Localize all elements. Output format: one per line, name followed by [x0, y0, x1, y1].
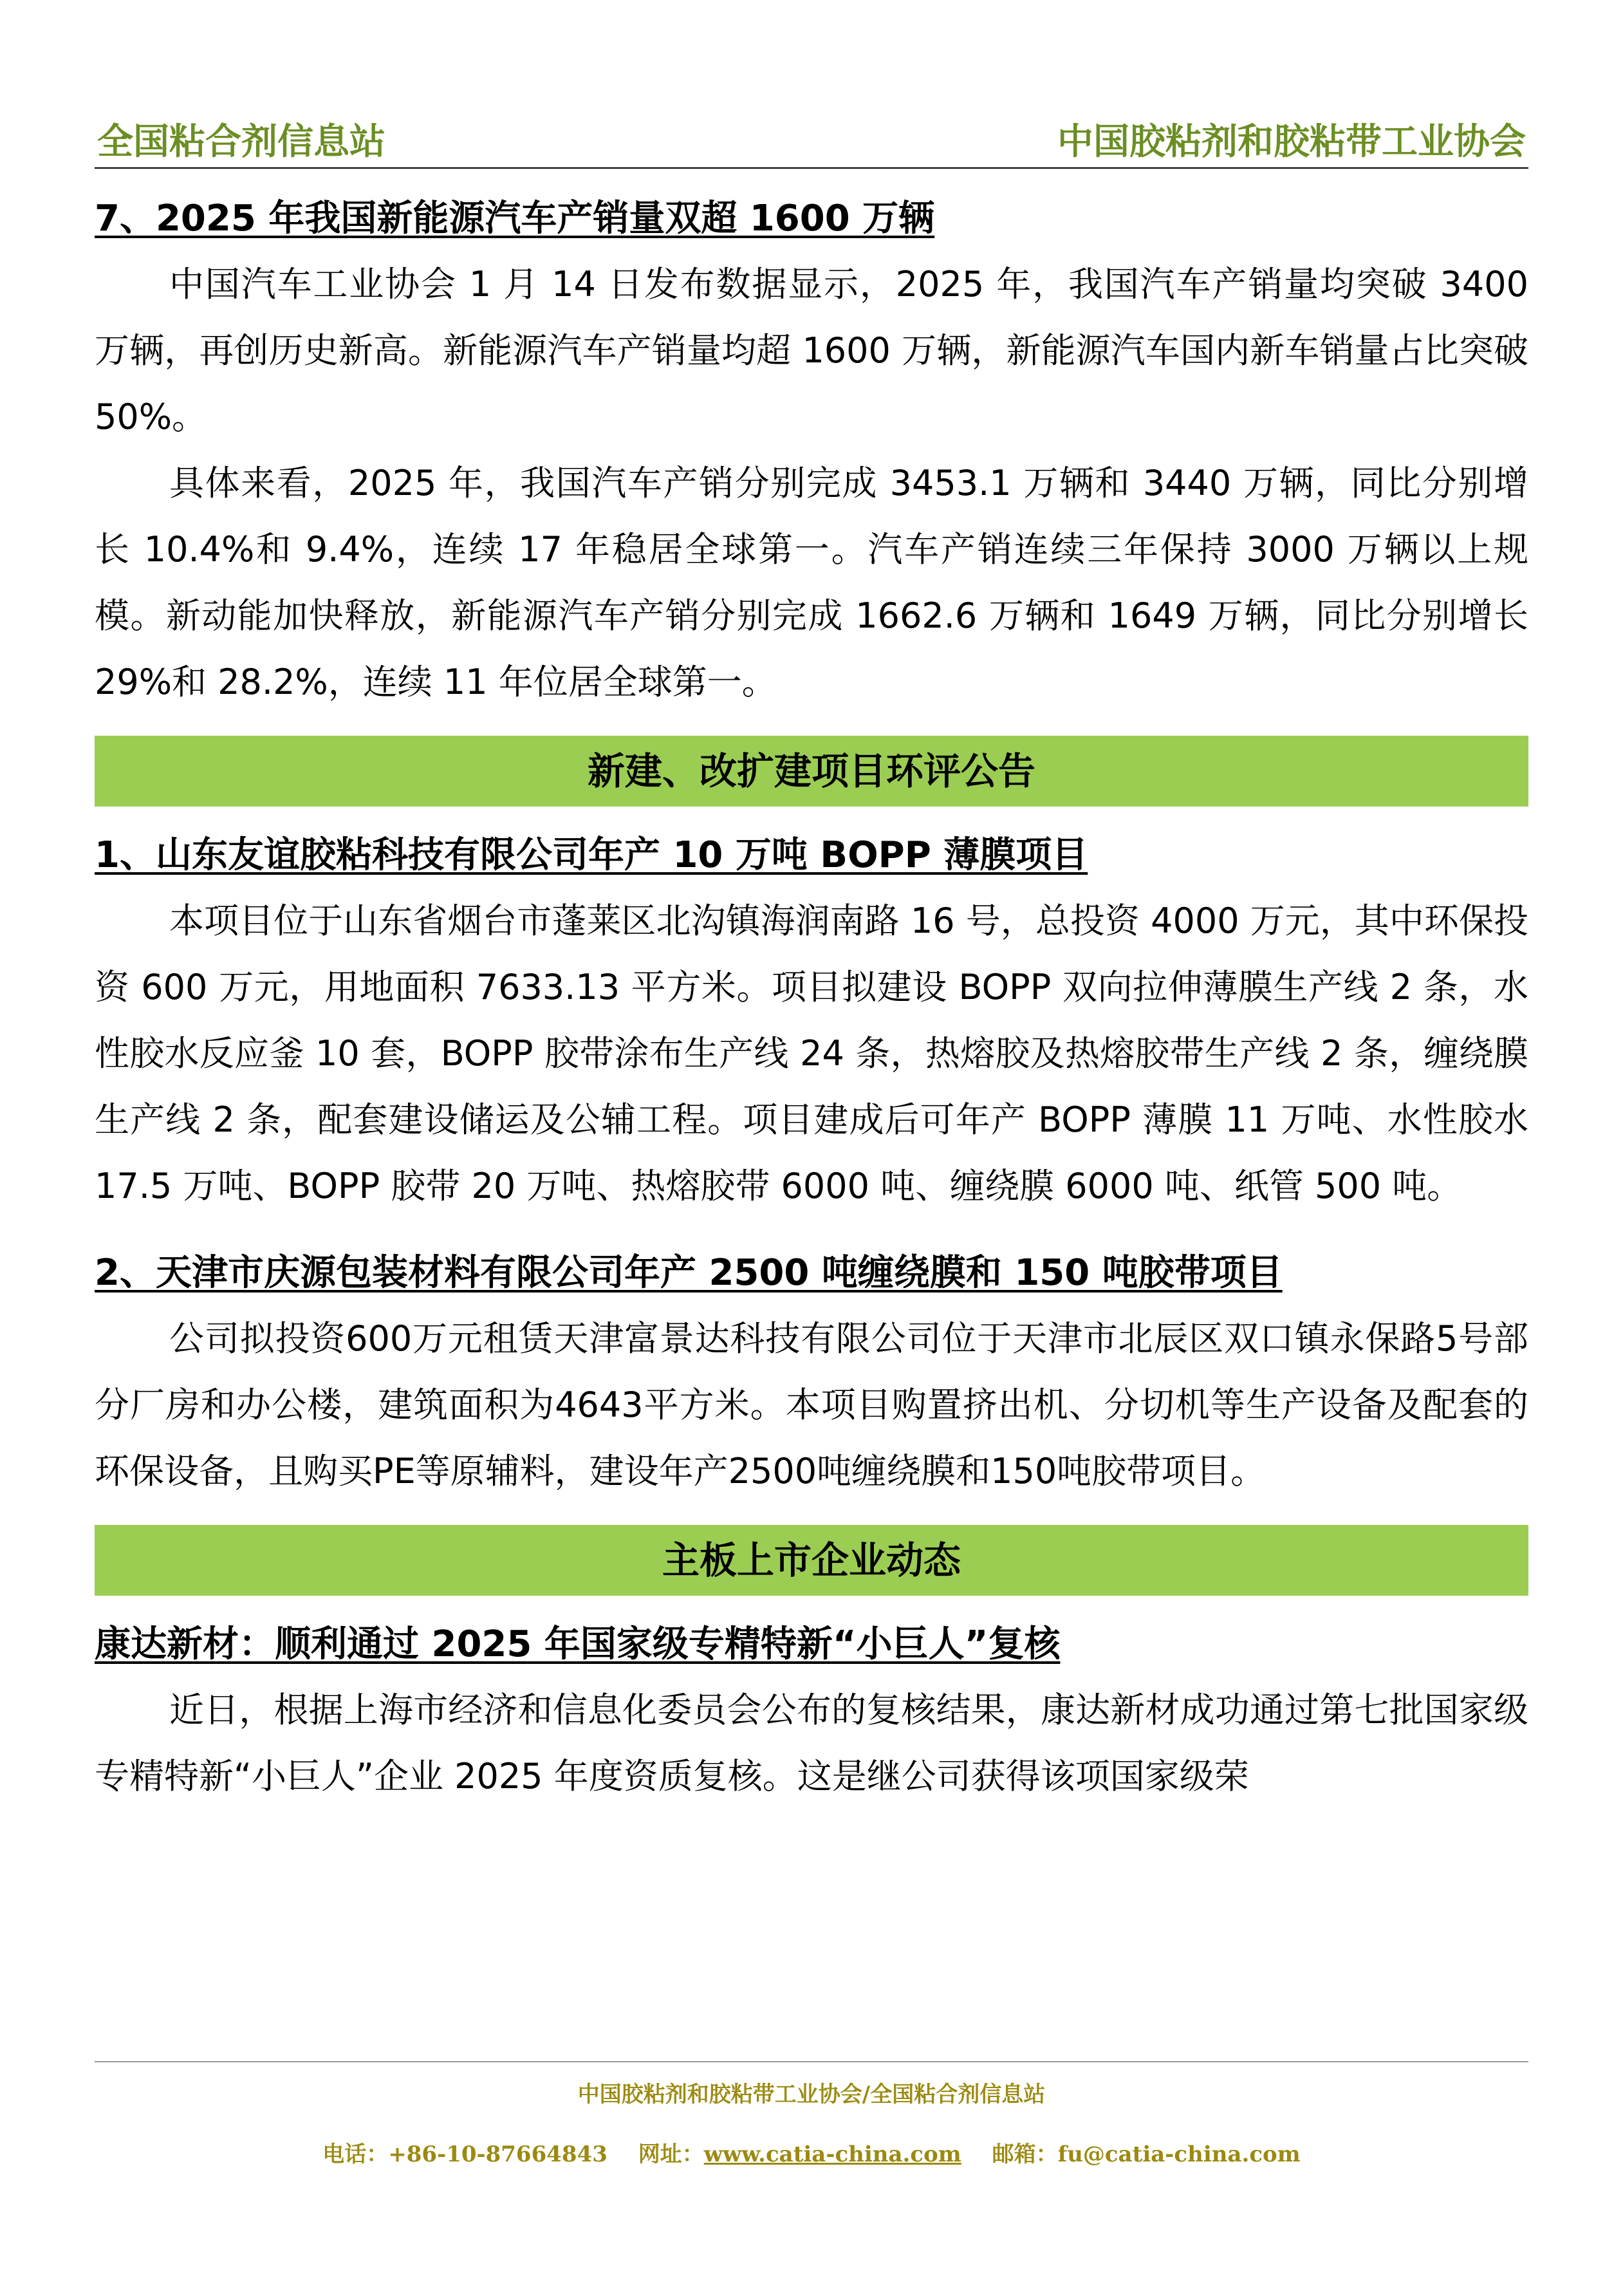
paragraph: 中国汽车工业协会 1 月 14 日发布数据显示，2025 年，我国汽车产销量均突破 3400 万辆，再创历史新高。新能源汽车产销量均超 1600 万辆，新能源汽车国内新车销量占比突破 50%。: [95, 264, 1528, 437]
header-left-title: 全国粘合剂信息站: [97, 120, 385, 163]
section-banner-listed: 主板上市企业动态: [95, 1525, 1528, 1596]
project-heading: 1、山东友谊胶粘科技有限公司年产 10 万吨 BOPP 薄膜项目: [95, 834, 1088, 876]
project-heading: 2、天津市庆源包装材料有限公司年产 2500 吨缠绕膜和 150 吨胶带项目: [95, 1252, 1283, 1294]
footer-email[interactable]: 邮箱：fu@catia-china.com: [992, 2142, 1301, 2167]
section-heading: 7、2025 年我国新能源汽车产销量双超 1600 万辆: [95, 198, 935, 239]
footer-org: 中国胶粘剂和胶粘带工业协会/全国粘合剂信息站: [577, 2082, 1046, 2107]
section-banner-eia: 新建、改扩建项目环评公告: [95, 736, 1528, 807]
footer-web-label: 网址：: [638, 2142, 704, 2167]
paragraph: 本项目位于山东省烟台市蓬莱区北沟镇海润南路 16 号，总投资 4000 万元，其中环保投资 600 万元，用地面积 7633.13 平方米。项目拟建设 BOPP 双向拉伸薄膜生产线 2 条，水性胶水反应釜 10 套，BOPP 胶带涂布生产线 24 条，热熔胶及热熔胶带生产线 2 条，缠绕膜生产线 2 条，配套建设储运及公辅工程。项目建成后可年产 BOPP 薄膜 11 万吨、水性胶水 17.5 万吨、BOPP 胶带 20 万吨、热熔胶带 6000 吨、缠绕膜 6000 吨、纸管 500 吨。: [95, 901, 1528, 1206]
page-header: [95, 116, 1528, 169]
footer-contact: [95, 2136, 1528, 2168]
footer-phone: 电话：+86-10-87664843: [322, 2142, 607, 2167]
header-right-title: 中国胶粘剂和胶粘带工业协会: [1057, 120, 1526, 163]
paragraph: 具体来看，2025 年，我国汽车产销分别完成 3453.1 万辆和 3440 万辆，同比分别增长 10.4%和 9.4%，连续 17 年稳居全球第一。汽车产销连续三年保持 3000 万辆以上规模。新动能加快释放，新能源汽车产销分别完成 1662.6 万辆和 1649 万辆，同比分别增长 29%和 28.2%，连续 11 年位居全球第一。: [95, 463, 1528, 702]
website-link[interactable]: www.catia-china.com: [703, 2142, 961, 2167]
paragraph: 公司拟投资600万元租赁天津富景达科技有限公司位于天津市北辰区双口镇永保路5号部分厂房和办公楼，建筑面积为4643平方米。本项目购置挤出机、分切机等生产设备及配套的环保设备，且购买PE等原辅料，建设年产2500吨缠绕膜和150吨胶带项目。: [95, 1318, 1528, 1491]
company-heading: 康达新材：顺利通过 2025 年国家级专精特新“小巨人”复核: [95, 1623, 1061, 1665]
paragraph: 近日，根据上海市经济和信息化委员会公布的复核结果，康达新材成功通过第七批国家级专精特新“小巨人”企业 2025 年度资质复核。这是继公司获得该项国家级荣: [95, 1690, 1528, 1797]
page-footer: [95, 2061, 1528, 2168]
page-content: [95, 187, 1528, 1809]
footer-web: [638, 2142, 961, 2167]
